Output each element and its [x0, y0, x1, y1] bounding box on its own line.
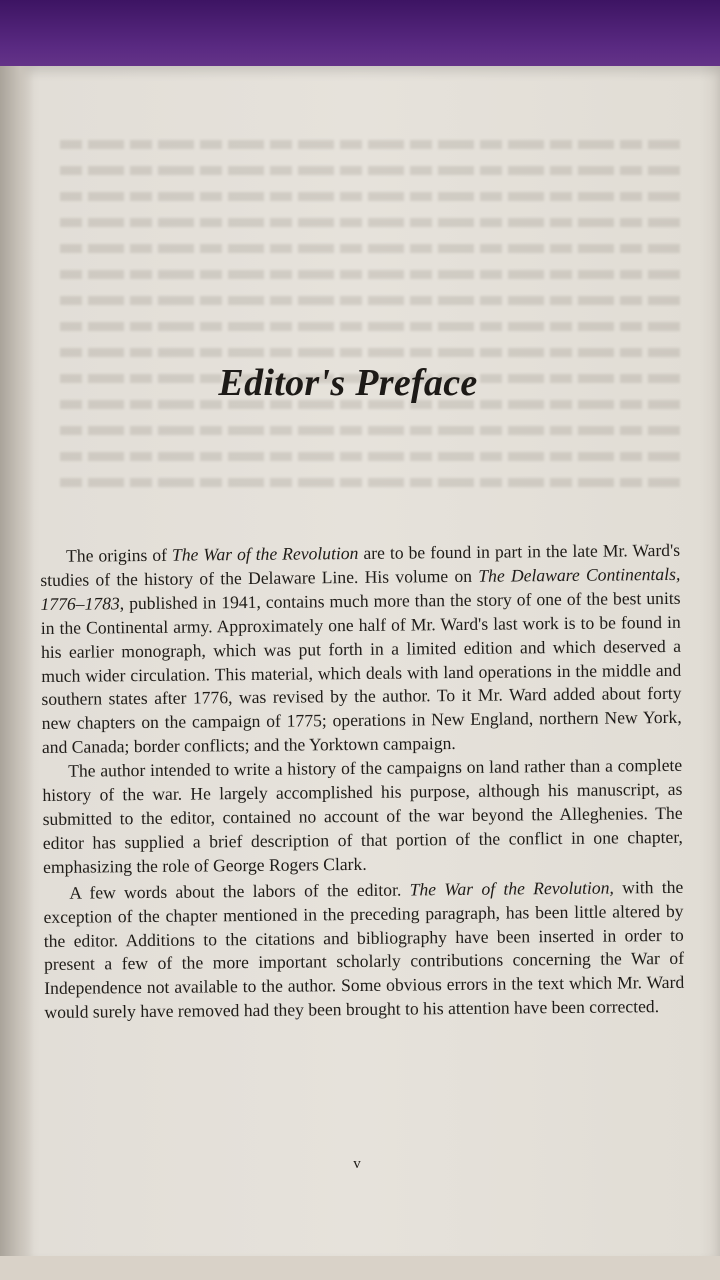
- page-gutter-shadow: [0, 66, 34, 1256]
- italic-title-run: The Delaware Continentals, 1776–1783: [40, 563, 681, 614]
- italic-title-run: The War of the Revolution,: [409, 877, 614, 900]
- text-run: The origins of: [66, 544, 173, 566]
- paragraph-1: [40, 539, 682, 760]
- italic-title-run: The War of the Revolution: [171, 542, 359, 565]
- text-run: with the exception of the chapter mentioned in the preceding paragraph, has been little altered by the editor. Additions to the citations and bibliography have been inserted in order to present a few of the more important scholarly contributions concerning the War of Independence not available to the author. Some obvious errors in the text which Mr. Ward would surely have removed had they been brought to his attention have been corrected.: [43, 876, 685, 1023]
- text-run: A few words about the labors of the editor.: [69, 879, 410, 903]
- paragraph-3: [43, 876, 684, 1026]
- text-run: are to be found in part in the late Mr. Ward's studies of the history of the Delaware Line. His volume on: [40, 539, 681, 590]
- preface-body: [40, 539, 685, 1025]
- page-number: v: [353, 1156, 361, 1172]
- text-run: , published in 1941, contains much more than the story of one of the best units in the Continental army. Approximately one half of Mr. Ward's last work is to be found in his earlier monograph, which was put forth in a limited edition and which deserved a much wider circulation. This material, which deals with land operations in the middle and southern states after 1776, was revised by the author. To it Mr. Ward added about forty new chapters on the campaign of 1775; operations in New England, northern New York, and Canada; border conflicts; and the Yorktown campaign.: [40, 587, 682, 758]
- show-through-text: [60, 140, 680, 540]
- text-run: The author intended to write a history of the campaigns on land rather than a complete history of the war. He largely accomplished his purpose, although his manuscript, as submitted to the editor, contained no account of the war beyond the Alleghenies. The editor has supplied a brief description of that portion of the conflict in one chapter, emphasizing the role of George Rogers Clark.: [42, 755, 683, 877]
- page-title: Editor's Preface: [218, 362, 478, 405]
- paragraph-2: [42, 754, 683, 880]
